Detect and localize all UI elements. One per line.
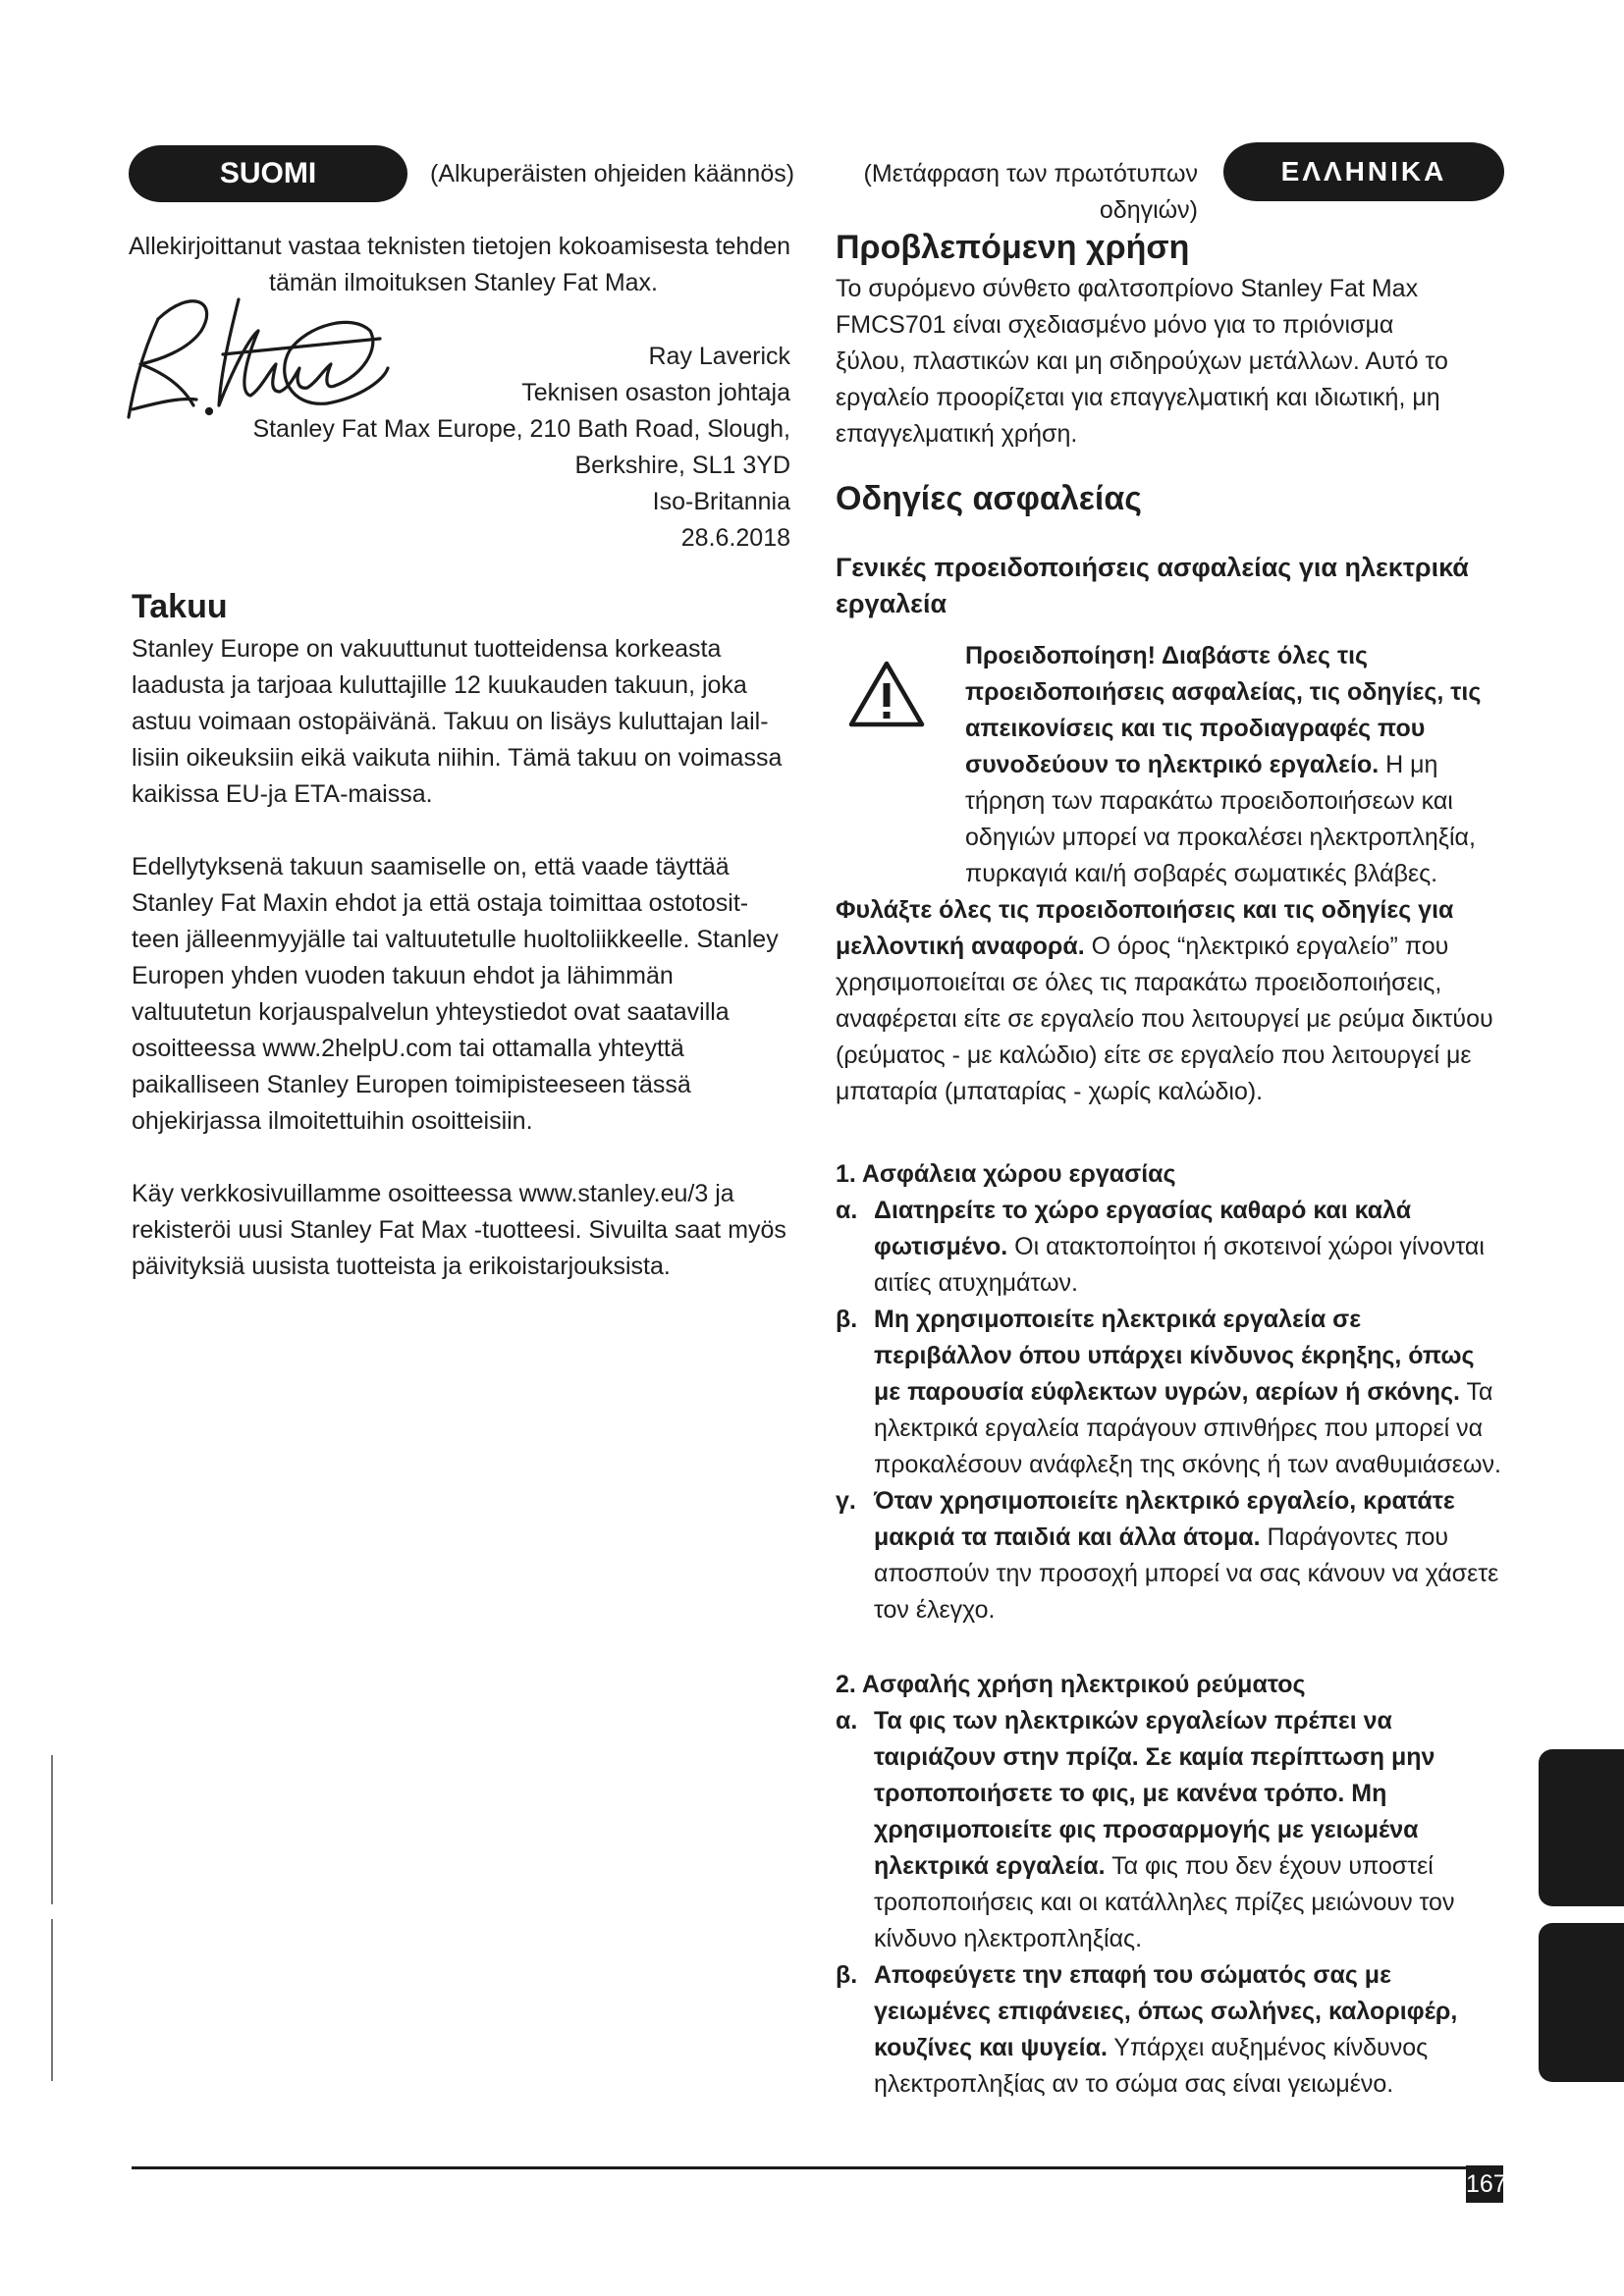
list-item-label: β. <box>836 1306 858 1333</box>
list-item <box>836 1703 1503 1957</box>
section-2-title: 2. Ασφαλής χρήση ηλεκτρικού ρεύματος <box>836 1671 1306 1698</box>
date: 28.6.2018 <box>680 524 790 552</box>
intended-use-text: Το συρόμενο σύνθετο φαλτσοπρίονο Stanley Fat Max FMCS701 είναι σχεδιασμένο μόνο για το πριόνισμα ξύλου, πλαστικών και μη σιδηρούχων μετάλλων. Αυτό το εργαλείο προορίζεται για επαγγελματική και ιδιωτική, μη επαγγελματική χρήση. <box>836 275 1448 448</box>
list-item-label: γ. <box>836 1487 856 1515</box>
signer-title: Teknisen osaston johtaja <box>521 379 790 406</box>
address-line-2: Berkshire, SL1 3YD <box>574 452 790 479</box>
warranty-heading: Takuu <box>132 588 228 625</box>
save-text: Ο όρος “ηλεκτρικό εργαλείο” που χρησιμοποιείται σε όλες τις παρακάτω προειδοποιήσεις, αναφέρεται είτε σε εργαλείο που λειτουργεί με ρεύμα δικτύου (ρεύματος - με καλώδιο) είτε σε εργαλείο που λειτουργεί με μπαταρία (μπαταρίας - χωρίς καλώδιο). <box>836 933 1493 1105</box>
list-item <box>836 1483 1503 1629</box>
list-item-bold: Όταν χρησιμοποιείτε ηλεκτρικό εργαλείο, κρατάτε μακριά τα παιδιά και άλλα άτομα. <box>874 1487 1455 1551</box>
list-item-bold: Διατηρείτε το χώρο εργασίας καθαρό και καλά φωτισμένο. <box>874 1197 1412 1260</box>
language-badge-label: SUOMI <box>219 157 317 189</box>
list-item-text: Οι ατακτοποίητοι ή σκοτεινοί χώροι γίνονται αιτίες ατυχημάτων. <box>874 1233 1485 1297</box>
safety-heading: Οδηγίες ασφαλείας <box>836 480 1142 517</box>
language-subtitle: (Alkuperäisten ohjeiden käännös) <box>430 160 795 187</box>
list-item-label: α. <box>836 1197 858 1224</box>
warranty-paragraph-2: Edellytyksenä takuun saamiselle on, että vaade täyttää Stanley Fat Maxin ehdot ja että ostaja toimittaa ostotosit-teen jälleenmyyjälle tai valtuutetulle huoltoliikkeelle. Stanley Europen yhden vuoden takuun ehdot ja lähimmän valtuutetun korjauspalvelun yhteystiedot ovat saatavilla osoitteessa www.2helpU.com tai ottamalla yhteyttä paikalliseen Stanley Europen toimipisteeseen tässä ohjekirjassa ilmoitettuihin osoitteisiin. <box>132 853 779 1135</box>
footer-rule <box>132 2166 1467 2169</box>
warranty-body <box>132 631 791 1321</box>
left-margin-line-lower <box>51 1919 53 2081</box>
language-badge-suomi <box>129 145 407 202</box>
list-item-label: α. <box>836 1707 858 1735</box>
list-item-text: Τα φις που δεν έχουν υποστεί τροποποιήσεις και οι κατάλληλες πρίζες μειώνουν τον κίνδυνο ηλεκτροπληξίας. <box>874 1852 1455 1952</box>
language-subtitle-greek-line-1: (Μετάφραση των πρωτότυπων <box>863 160 1198 187</box>
section-1-title: 1. Ασφάλεια χώρου εργασίας <box>836 1160 1176 1188</box>
side-tab-upper <box>1539 1749 1624 1906</box>
warning-bold: Προειδοποίηση! Διαβάστε όλες τις προειδοποιήσεις ασφαλείας, τις οδηγίες, τις απεικονίσεις και τις προδιαγραφές που συνοδεύουν το ηλεκτρικό εργαλείο. <box>965 642 1482 778</box>
warranty-paragraph-1: Stanley Europe on vakuuttunut tuotteidensa korkeasta laadusta ja tarjoaa kuluttajille 12 kuukauden takuun, joka astuu voimaan ostopäivänä. Takuu on lisäys kuluttajan lail-lisiin oikeuksiin eikä vaikuta niihin. Tämä takuu on voimassa kaikissa EU-ja ETA-maissa. <box>132 635 783 808</box>
language-badge-label: ΕΛΛΗΝΙΚΑ <box>1280 156 1447 187</box>
list-item-text: Τα ηλεκτρικά εργαλεία παράγουν σπινθήρες που μπορεί να προκαλέσουν ανάφλεξη της σκόνης ή των αναθυμιάσεων. <box>874 1378 1501 1478</box>
declaration-line-2: tämän ilmoituksen Stanley Fat Max. <box>269 269 658 296</box>
signer-name: Ray Laverick <box>648 343 790 370</box>
list-item-bold: Μη χρησιμοποιείτε ηλεκτρικά εργαλεία σε περιβάλλον όπου υπάρχει κίνδυνος έκρηξης, όπως με παρουσία εύφλεκτων υγρών, αερίων ή σκόνης. <box>874 1306 1475 1406</box>
address-line-1: Stanley Fat Max Europe, 210 Bath Road, Slough, <box>252 415 790 443</box>
save-instructions <box>836 892 1493 1110</box>
declaration-line-1: Allekirjoittanut vastaa teknisten tietojen kokoamisesta tehden <box>129 233 790 260</box>
warning-block <box>965 638 1488 892</box>
page-number: 167 <box>1466 2170 1507 2198</box>
language-badge-greek <box>1223 142 1504 201</box>
warning-triangle-icon <box>848 660 925 728</box>
list-item-text: Υπάρχει αυξημένος κίνδυνος ηλεκτροπληξίας αν το σώμα σας είναι γειωμένο. <box>874 2034 1429 2098</box>
page-number-box <box>1466 2165 1507 2203</box>
list-item-label: β. <box>836 1961 858 1989</box>
list-item <box>836 1302 1503 1483</box>
save-bold: Φυλάξτε όλες τις προειδοποιήσεις και τις οδηγίες για μελλοντική αναφορά. <box>836 896 1454 960</box>
intended-use-heading: Προβλεπόμενη χρήση <box>836 229 1190 266</box>
general-warnings-heading: Γενικές προειδοποιήσεις ασφαλείας για ηλεκτρικά εργαλεία <box>836 553 1469 618</box>
warning-text: Η μη τήρηση των παρακάτω προειδοποιήσεων και οδηγιών μπορεί να προκαλέσει ηλεκτροπληξία, πυρκαγιά και/ή σοβαρές σωματικές βλάβες. <box>965 751 1476 887</box>
list-item <box>836 1957 1503 2103</box>
list-item-bold: Αποφεύγετε την επαφή του σώματός σας με γειωμένες επιφάνειες, όπως σωλήνες, καλοριφέρ, κουζίνες και ψυγεία. <box>874 1961 1458 2061</box>
warranty-paragraph-3: Käy verkkosivuillamme osoitteessa www.stanley.eu/3 ja rekisteröi uusi Stanley Fat Max -tuotteesi. Sivuilta saat myös päivityksiä uusista tuotteista ja erikoistarjouksista. <box>132 1180 786 1280</box>
language-subtitle-greek-line-2: οδηγιών) <box>1099 196 1198 224</box>
section-2 <box>836 1667 1503 2103</box>
side-tab-lower <box>1539 1923 1624 2082</box>
left-margin-line-upper <box>51 1755 53 1904</box>
list-item <box>836 1193 1503 1302</box>
list-item-text: Παράγοντες που αποσπούν την προσοχή μπορεί να σας κάνουν να χάσετε τον έλεγχο. <box>874 1523 1499 1624</box>
section-1 <box>836 1156 1503 1629</box>
list-item-bold: Τα φις των ηλεκτρικών εργαλείων πρέπει να ταιριάζουν στην πρίζα. Σε καμία περίπτωση μην τροποποιήσετε το φις, με κανένα τρόπο. Μη χρησιμοποιείτε φις προσαρμογής με γειωμένα ηλεκτρικά εργαλεία. <box>874 1707 1435 1880</box>
country: Iso-Britannia <box>652 488 790 515</box>
